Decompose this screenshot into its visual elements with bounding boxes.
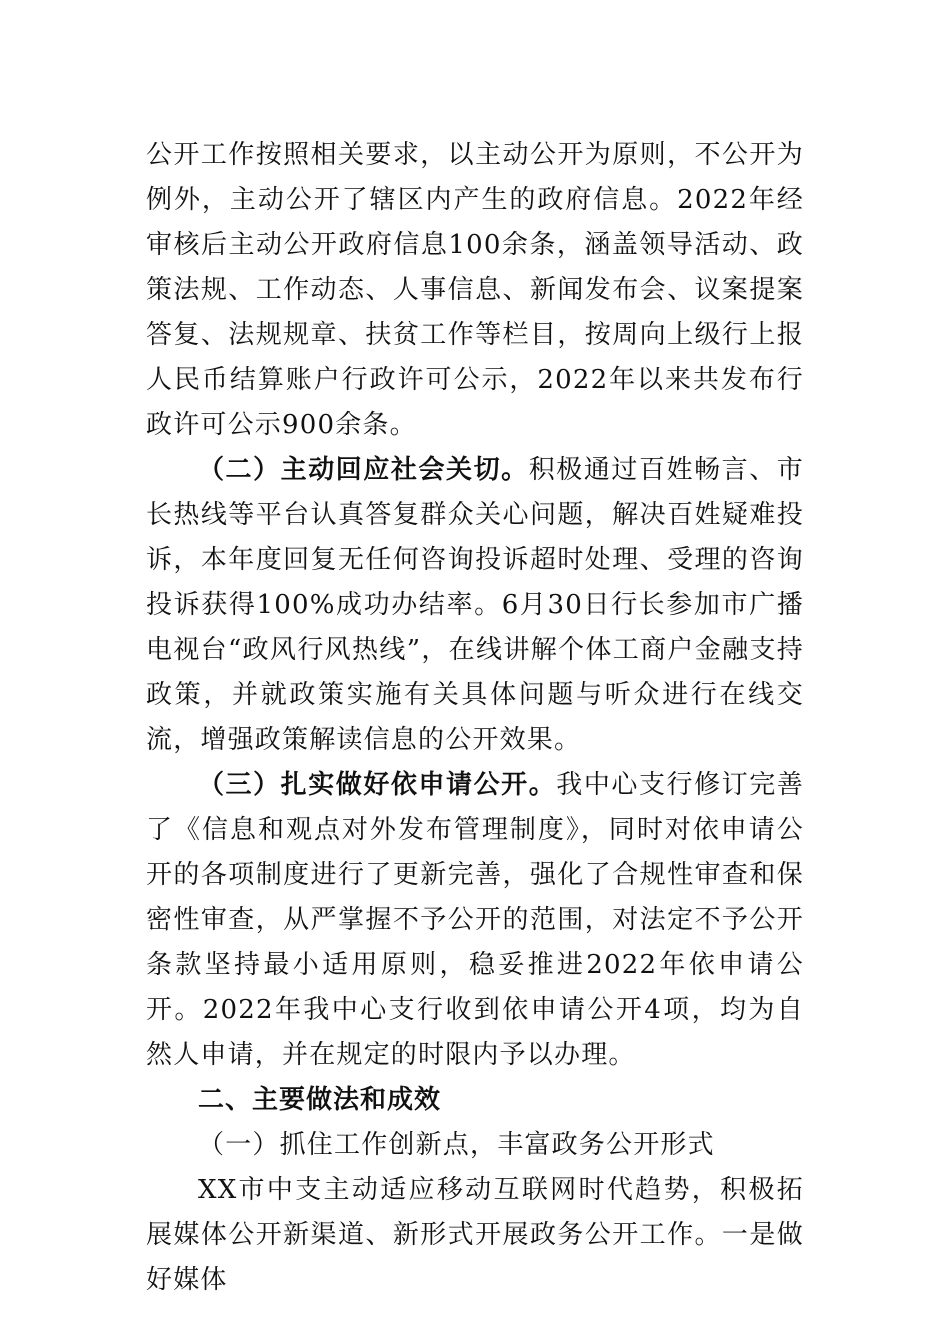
paragraph-media-channels: XX市中支主动适应移动互联网时代趋势，积极拓展媒体公开新渠道、新形式开展政务公开工作。一是做好媒体 <box>146 1175 804 1295</box>
paragraph-body: 积极通过百姓畅言、市长热线等平台认真答复群众关心问题，解决百姓疑难投诉，本年度回复无任何咨询投诉超时处理、受理的咨询投诉获得100%成功办结率。6月30日行长参加市广播电视台“政风行风热线”，在线讲解个体工商户金融支持政策，并就政策实施有关具体问题与听众进行在线交流，增强政策解读信息的公开效果。 <box>146 455 804 755</box>
paragraph-application-disclosure <box>146 763 804 1078</box>
paragraph-body: 我中心支行修订完善了《信息和观点对外发布管理制度》，同时对依申请公开的各项制度进行了更新完善，强化了合规性审查和保密性审查，从严掌握不予公开的范围，对法定不予公开条款坚持最小适用原则，稳妥推进2022年依申请公开。2022年我中心支行收到依申请公开4项，均为自然人申请，并在规定的时限内予以办理。 <box>146 770 804 1070</box>
paragraph-lead-heading: （三）扎实做好依申请公开。 <box>198 770 557 800</box>
paragraph-disclosure-continued: 公开工作按照相关要求，以主动公开为原则，不公开为例外，主动公开了辖区内产生的政府信息。2022年经审核后主动公开政府信息100余条，涵盖领导活动、政策法规、工作动态、人事信息、新闻发布会、议案提案答复、法规规章、扶贫工作等栏目，按周向上级行上报人民币结算账户行政许可公示，2022年以来共发布行政许可公示900余条。 <box>146 140 804 440</box>
section-heading: 二、主要做法和成效 <box>198 1085 442 1115</box>
paragraph-respond-public-concerns <box>146 448 804 763</box>
subsection-heading: （一）抓住工作创新点，丰富政务公开形式 <box>198 1130 715 1160</box>
document-page <box>146 133 804 1303</box>
paragraph-lead-heading: （二）主动回应社会关切。 <box>198 455 529 485</box>
